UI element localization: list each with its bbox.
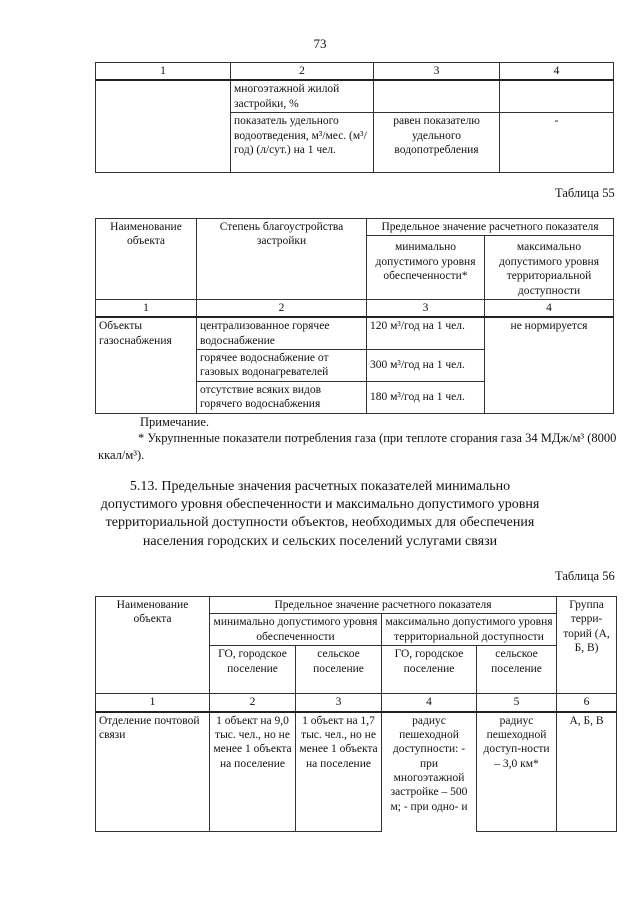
table-cell: Объекты газоснабжения bbox=[96, 317, 197, 413]
table-head-cell: Предельное значение расчетного показателя bbox=[367, 219, 614, 236]
table-cell: отсутствие всяких видов горячего водоснабжения bbox=[197, 381, 367, 413]
table-cell: горячее водоснабжение от газовых водонагревателей bbox=[197, 350, 367, 382]
table-head-cell: 1 bbox=[96, 694, 210, 712]
table-head-cell: Наименование объекта bbox=[96, 597, 210, 694]
table-cell bbox=[500, 80, 614, 112]
table-cell: многоэтажной жилой застройки, % bbox=[231, 80, 374, 112]
table-head-cell: 5 bbox=[477, 694, 557, 712]
page-number: 73 bbox=[313, 36, 327, 51]
table-cell bbox=[96, 80, 231, 112]
table-head-cell: Предельное значение расчетного показателя bbox=[210, 597, 557, 614]
table-head-cell: Группа терри-торий (А, Б, В) bbox=[557, 597, 617, 694]
table-cell: 120 м³/год на 1 чел. bbox=[367, 317, 485, 349]
table-head-cell: 2 bbox=[210, 694, 296, 712]
table-cell bbox=[374, 80, 500, 112]
table-head-cell: ГО, городское поселение bbox=[210, 646, 296, 694]
table-55 bbox=[95, 218, 614, 414]
table-head-cell: 4 bbox=[382, 694, 477, 712]
table-cell: 1 объект на 9,0 тыс. чел., но не менее 1 объекта на поселение bbox=[210, 712, 296, 832]
table-head-cell: 6 bbox=[557, 694, 617, 712]
note-text: * Укрупненные показатели потребления газа (при теплоте сгорания газа 34 МДж/м³ (8000 ккал/м³). bbox=[98, 431, 617, 462]
table-cell bbox=[96, 113, 231, 173]
table-head-cell: сельское поселение bbox=[477, 646, 557, 694]
table-cell: А, Б, В bbox=[557, 712, 617, 832]
table-56 bbox=[95, 596, 617, 832]
table-head-cell: 1 bbox=[96, 299, 197, 317]
table-head-cell: максимально допустимого уровня территориальной доступности bbox=[382, 614, 557, 646]
table-head-cell: Степень благоустройства застройки bbox=[197, 219, 367, 300]
table-cell: Отделение почтовой связи bbox=[96, 712, 210, 832]
table-head-cell: минимально допустимого уровня обеспеченности bbox=[210, 614, 382, 646]
table-head-cell: сельское поселение bbox=[296, 646, 382, 694]
table-head-cell: 2 bbox=[197, 299, 367, 317]
table-head-cell: минимально допустимого уровня обеспеченности* bbox=[367, 236, 485, 300]
table-head-cell: 3 bbox=[296, 694, 382, 712]
table-head-cell: 3 bbox=[367, 299, 485, 317]
table-cell: 300 м³/год на 1 чел. bbox=[367, 350, 485, 382]
table-head-cell: максимально допустимого уровня территориальной доступности bbox=[485, 236, 614, 300]
table-head-cell: 1 bbox=[96, 63, 231, 81]
table-cell: централизованное горячее водоснабжение bbox=[197, 317, 367, 349]
note-title: Примечание. bbox=[140, 415, 210, 429]
section-heading: 5.13. Предельные значения расчетных показателей минимально допустимого уровня обеспеченности и максимально допустимого уровня территориальной доступности объектов, необходимых для обеспечения населения городских и сельских поселений услугами связи bbox=[100, 479, 540, 549]
table-head-cell: 4 bbox=[500, 63, 614, 81]
table-cell: не нормируется bbox=[485, 317, 614, 413]
table-cell: показатель удельного водоотведения, м³/мес. (м³/год) (л/сут.) на 1 чел. bbox=[231, 113, 374, 173]
table-head-cell: 4 bbox=[485, 299, 614, 317]
table-cell: 1 объект на 1,7 тыс. чел., но не менее 1 объекта на поселение bbox=[296, 712, 382, 832]
table-head-cell: ГО, городское поселение bbox=[382, 646, 477, 694]
table-head-cell: 3 bbox=[374, 63, 500, 81]
table56-caption: Таблица 56 bbox=[555, 569, 615, 583]
table-head-cell: Наименование объекта bbox=[96, 219, 197, 300]
table-cell: радиус пешеходной доступности: - при многоэтажной застройке – 500 м; - при одно- и bbox=[382, 712, 477, 832]
table-cell: радиус пешеходной доступ-ности – 3,0 км* bbox=[477, 712, 557, 832]
table-cell: - bbox=[500, 113, 614, 173]
table-continuation bbox=[95, 62, 614, 173]
table-cell: 180 м³/год на 1 чел. bbox=[367, 381, 485, 413]
table-head-cell: 2 bbox=[231, 63, 374, 81]
table55-caption: Таблица 55 bbox=[555, 186, 615, 200]
table-cell: равен показателю удельного водопотребления bbox=[374, 113, 500, 173]
